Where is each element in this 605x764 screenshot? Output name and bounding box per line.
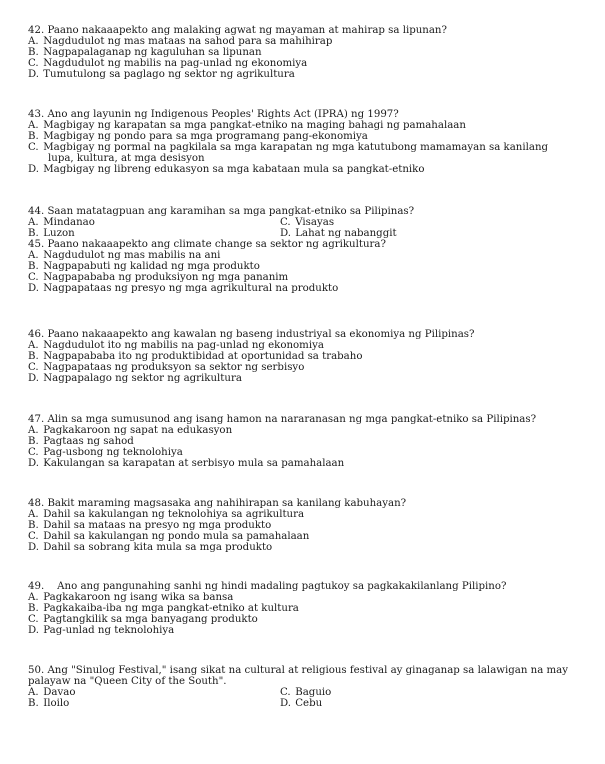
option-a: A. Nagdudulot ng mas mataas na sahod para sa mahihirap [28,36,333,47]
question-44 [28,206,588,239]
question-stem: 44. Saan matatagpuan ang karamihan sa mga pangkat-etniko sa Pilipinas? [28,206,415,217]
option-d: D. Kakulangan sa karapatan at serbisyo mula sa pamahalaan [28,458,345,469]
option-b: B. Dahil sa mataas na presyo ng mga produkto [28,520,272,531]
option-b: B. Magbigay ng pondo para sa mga programang pang-ekonomiya [28,131,368,142]
option-b: B. Pagkakaiba-iba ng mga pangkat-etniko at kultura [28,603,299,614]
option-a: A. Nagdudulot ito ng mabilis na pag-unlad ng ekonomiya [28,340,324,351]
option-b: B. Pagtaas ng sahod [28,436,134,447]
option-d: D. Pag-unlad ng teknolohiya [28,625,175,636]
option-c: C. Baguio [280,687,332,698]
question-45 [28,239,588,294]
question-stem: 49. Ano ang pangunahing sanhi ng hindi madaling pagtukoy sa pagkakakilanlang Pilipino? [28,581,507,592]
option-d: D. Nagpapataas ng presyo ng mga agrikultural na produkto [28,283,339,294]
option-a: A. Pagkakaroon ng sapat na edukasyon [28,425,233,436]
question-47 [28,414,588,469]
options-grid [28,217,588,239]
option-c: C. Nagpapababa ng produksiyon ng mga pananim [28,272,289,283]
option-c: C. Dahil sa kakulangan ng pondo mula sa pamahalaan [28,531,310,542]
option-d: D. Lahat ng nabanggit [280,228,397,239]
option-c: C. Pag-usbong ng teknolohiya [28,447,183,458]
option-a: A. Mindanao [28,217,95,228]
option-b: B. Luzon [28,228,75,239]
question-42 [28,25,588,80]
option-a: A. Magbigay ng karapatan sa mga pangkat-etniko na maging bahagi ng pamahalaan [28,120,466,131]
question-stem: 46. Paano nakaaapekto ang kawalan ng baseng industriyal sa ekonomiya ng Pilipinas? [28,329,475,340]
option-b: B. Nagpapabuti ng kalidad ng mga produkto [28,261,260,272]
option-a: A. Pagkakaroon ng isang wika sa bansa [28,592,234,603]
question-49 [28,581,588,636]
option-a: A. Dahil sa kakulangan ng teknolohiya sa agrikultura [28,509,305,520]
option-b: B. Nagpapababa ito ng produktibidad at oportunidad sa trabaho [28,351,363,362]
option-d: D. Cebu [280,698,323,709]
question-50 [28,665,580,709]
option-d: D. Dahil sa sobrang kita mula sa mga produkto [28,542,273,553]
option-a: A. Davao [28,687,76,698]
question-stem: 42. Paano nakaaapekto ang malaking agwat ng mayaman at mahirap sa lipunan? [28,25,447,36]
question-stem: 43. Ano ang layunin ng Indigenous Peoples' Rights Act (IPRA) ng 1997? [28,109,399,120]
option-c: C. Magbigay ng pormal na pagkilala sa mga karapatan ng mga katutubong mamamayan sa kanilang [28,142,549,153]
question-stem: 47. Alin sa mga sumusunod ang isang hamon na nararanasan ng mga pangkat-etniko sa Pilipinas? [28,414,537,425]
option-d: D. Tumutulong sa paglago ng sektor ng agrikultura [28,69,295,80]
question-stem: 45. Paano nakaaapekto ang climate change sa sektor ng agrikultura? [28,239,386,250]
question-stem: 48. Bakit maraming magsasaka ang nahihirapan sa kanilang kabuhayan? [28,498,407,509]
option-d: D. Nagpapalago ng sektor ng agrikultura [28,373,242,384]
option-b: B. Iloilo [28,698,70,709]
question-48 [28,498,588,553]
option-b: B. Nagpapalaganap ng kaguluhan sa lipunan [28,47,262,58]
option-c: C. Nagpapataas ng produksyon sa sektor ng serbisyo [28,362,305,373]
option-c: C. Pagtangkilik sa mga banyagang produkto [28,614,258,625]
option-a: A. Nagdudulot ng mas mabilis na ani [28,250,221,261]
question-43 [28,109,588,175]
options-grid [28,687,580,709]
option-d: D. Magbigay ng libreng edukasyon sa mga kabataan mula sa pangkat-etniko [28,164,425,175]
option-c-continued: lupa, kultura, at mga desisyon [48,153,205,164]
option-c: C. Nagdudulot ng mabilis na pag-unlad ng ekonomiya [28,58,308,69]
question-stem: 50. Ang "Sinulog Festival," isang sikat na cultural at religious festival ay ginaganap sa lalawigan na may palayaw na "Queen City of the South". [28,665,569,687]
option-c: C. Visayas [280,217,335,228]
question-46 [28,329,588,384]
